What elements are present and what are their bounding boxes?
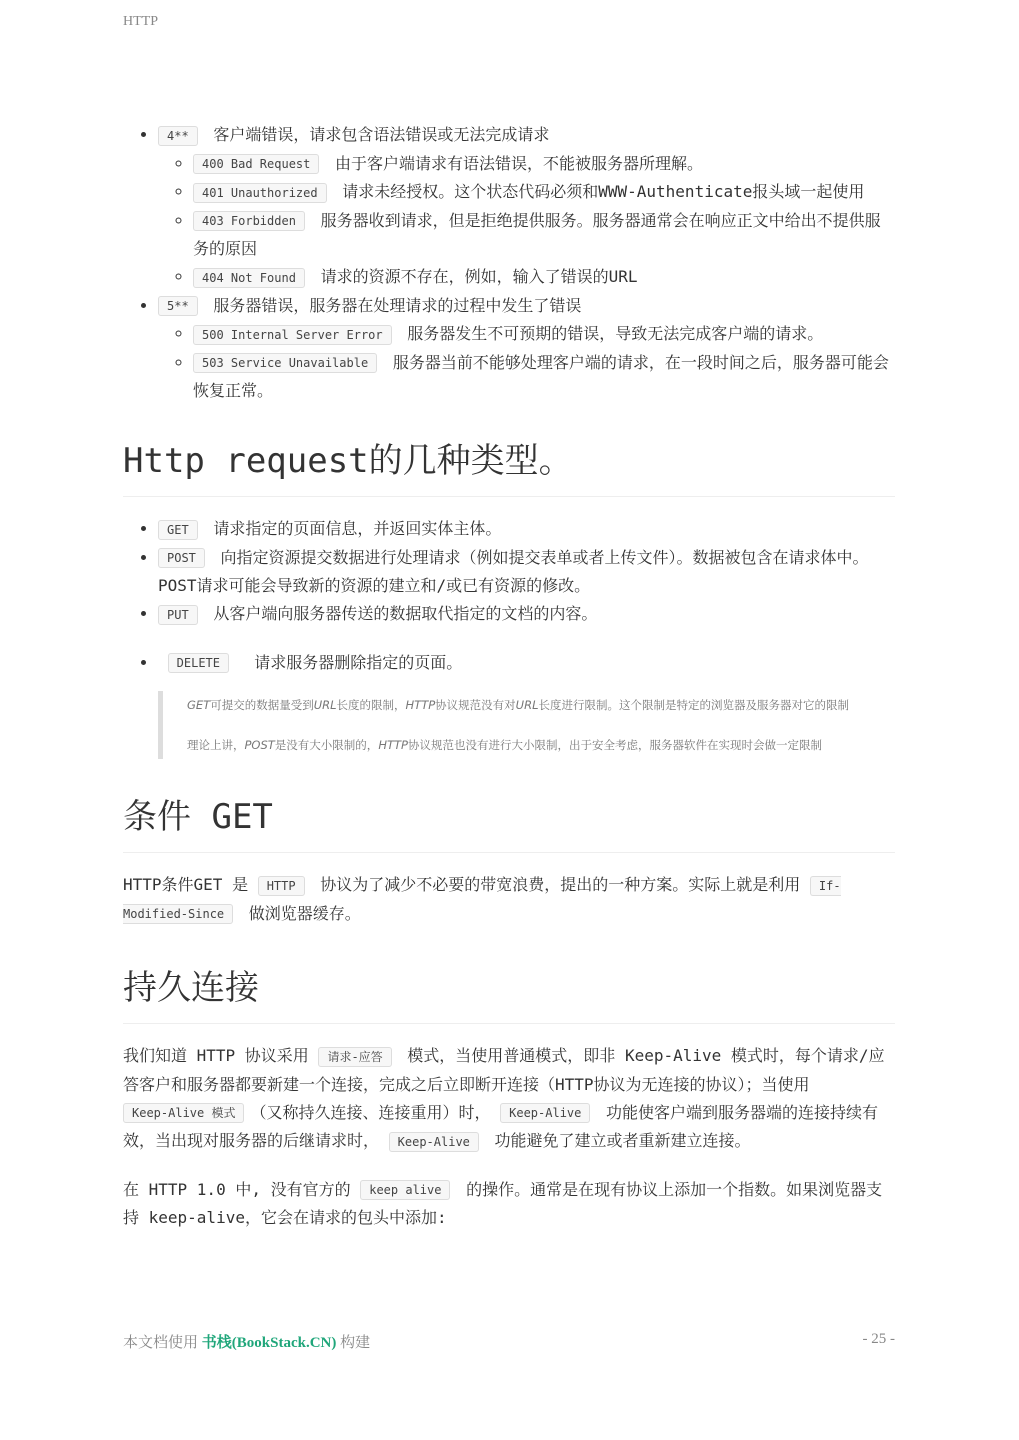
inline-code: HTTP [258,876,305,896]
inline-code: Keep-Alive [389,1132,479,1152]
list-item: • 5** 服务器错误，服务器在处理请求的过程中发生了错误 ◦ 500 Internal Server Error 服务器发生不可预期的错误，导致无法完成客户端的请求。 ◦ 503 Service Unavailable 服务器当前不能够处理客户端的请求，在一段时间之后，服务器可能会恢复正常。 [158,292,895,406]
inline-code: 请求-应答 [318,1047,391,1067]
list-item: ◦ 500 Internal Server Error 服务器发生不可预期的错误，导致无法完成客户端的请求。 [193,320,895,349]
page-number: - 25 - [862,1331,895,1347]
inline-code: 400 Bad Request [193,154,319,174]
inline-code: keep alive [360,1180,450,1200]
section-heading-request-types: Http request的几种类型。 [123,433,895,497]
inline-code: 503 Service Unavailable [193,353,377,373]
section-heading-keep-alive: 持久连接 [123,960,895,1024]
inline-code: Keep-Alive [500,1103,590,1123]
footer: 本文档使用 书栈(BookStack.CN) 构建 [123,1335,371,1351]
list-item: • POST 向指定资源提交数据进行处理请求（例如提交表单或者上传文件）。数据被包含在请求体中。POST请求可能会导致新的资源的建立和/或已有资源的修改。 [158,544,895,601]
inline-code: GET [158,520,198,540]
inline-code: 403 Forbidden [193,211,305,231]
list-item: ◦ 404 Not Found 请求的资源不存在，例如，输入了错误的URL [193,263,895,292]
inline-code: POST [158,548,205,568]
list-item: • 4** 客户端错误，请求包含语法错误或无法完成请求 ◦ 400 Bad Request 由于客户端请求有语法错误，不能被服务器所理解。 ◦ 401 Unauthorized 请求未经授权。这个状态代码必须和WWW-Authenticate报头域一起使用 ◦ 403 Forbidden 服务器收到请求，但是拒绝提供服务。服务器通常会在响应正文中给出不提供服务的原因 ◦ 404 Not Found 请求的资源不存在，例如，输入了错误的URL [158,121,895,292]
paragraph: 我们知道 HTTP 协议采用 请求-应答 模式，当使用普通模式，即非 Keep-Alive 模式时，每个请求/应答客户和服务器都要新建一个连接，完成之后立即断开连接（HTTP协议为无连接的协议）；当使用 Keep-Alive 模式 （又称持久连接、连接重用）时， Keep-Alive 功能使客户端到服务器端的连接持续有效，当出现对服务器的后继请求时， Keep-Alive 功能避免了建立或者重新建立连接。 [123,1046,885,1150]
inline-code: PUT [158,605,198,625]
list-item: ◦ 403 Forbidden 服务器收到请求，但是拒绝提供服务。服务器通常会在响应正文中给出不提供服务的原因 [193,207,895,264]
inline-code: If-Modified-Since [123,876,841,925]
nested-list [158,320,895,405]
paragraph: HTTP条件GET 是 HTTP 协议为了减少不必要的带宽浪费，提出的一种方案。实际上就是利用 If-Modified-Since 做浏览器缓存。 [123,875,841,923]
section-heading-conditional-get: 条件 GET [123,789,895,853]
list-item: • DELETE 请求服务器删除指定的页面。 [158,649,895,678]
inline-code: DELETE [168,653,229,673]
note-line: 理论上讲，POST是没有大小限制的，HTTP协议规范也没有进行大小限制，出于安全考虑，服务器软件在实现时会做一定限制 [187,738,822,752]
list-item: ◦ 401 Unauthorized 请求未经授权。这个状态代码必须和WWW-Authenticate报头域一起使用 [193,178,895,207]
nested-list [158,150,895,292]
inline-code: 5** [158,296,198,316]
note-line: GET可提交的数据量受到URL长度的限制，HTTP协议规范没有对URL长度进行限制。这个限制是特定的浏览器及服务器对它的限制 [187,698,849,712]
document-body [123,121,895,1232]
inline-code: 500 Internal Server Error [193,325,392,345]
inline-code: Keep-Alive 模式 [123,1103,244,1123]
list-item: ◦ 400 Bad Request 由于客户端请求有语法错误，不能被服务器所理解。 [193,150,895,179]
inline-code: 404 Not Found [193,268,305,288]
list-item: ◦ 503 Service Unavailable 服务器当前不能够处理客户端的请求，在一段时间之后，服务器可能会恢复正常。 [193,349,895,406]
status-code-list [123,121,895,405]
note-blockquote [158,691,895,759]
paragraph: 在 HTTP 1.0 中, 没有官方的 keep alive 的操作。通常是在现有协议上添加一个指数。如果浏览器支持 keep-alive，它会在请求的包头中添加: [123,1179,883,1227]
inline-code: 4** [158,126,198,146]
inline-code: 401 Unauthorized [193,183,327,203]
request-type-list [123,515,895,677]
footer-brand-link[interactable]: 书栈(BookStack.CN) [201,1335,337,1351]
list-item: • GET 请求指定的页面信息，并返回实体主体。 [158,515,895,544]
list-item: • PUT 从客户端向服务器传送的数据取代指定的文档的内容。 [158,600,895,629]
running-header: HTTP [123,14,158,29]
